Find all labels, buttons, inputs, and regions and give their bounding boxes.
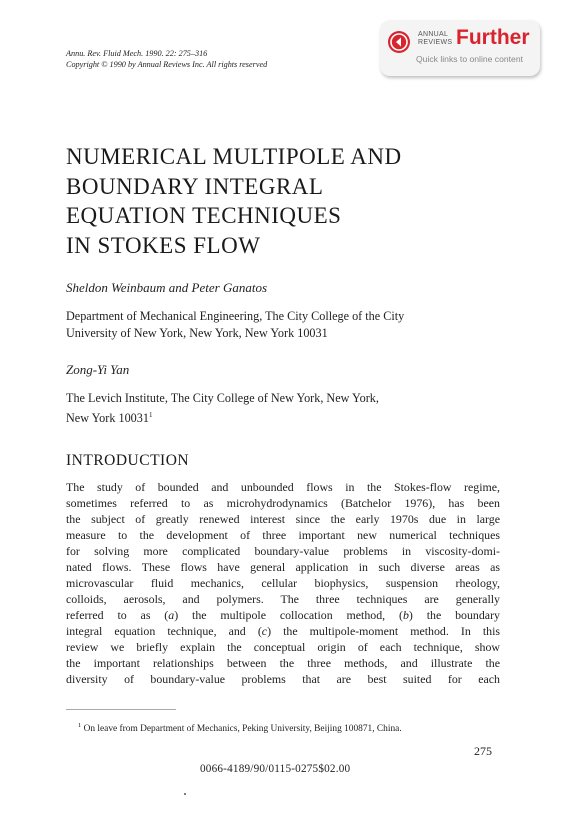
affiliation-text: New York 10031 <box>66 410 149 425</box>
body-line: nated flows. These flows have general application in such diverse areas as <box>66 560 500 574</box>
badge-subtitle: Quick links to online content <box>416 54 524 64</box>
badge-publisher-label <box>418 31 452 47</box>
page-number: 275 <box>474 744 492 758</box>
affiliation-line <box>66 407 379 427</box>
author-names-2: Zong-Yi Yan <box>66 362 130 377</box>
affiliation-line: University of New York, New York, New York 10031 <box>66 325 328 340</box>
title-line: EQUATION TECHNIQUES <box>66 203 342 228</box>
body-line: The study of bounded and unbounded flows in the Stokes-flow regime, <box>66 480 500 494</box>
body-line: diversity of boundary-value problems that are best suited for each <box>66 672 500 686</box>
footnote-mark: 1 <box>148 410 153 419</box>
affiliation-line: The Levich Institute, The City College of New York, New York, <box>66 391 379 405</box>
body-line: for solving more complicated boundary-value problems in viscosity-domi- <box>66 544 500 558</box>
article-code: 0066-4189/90/0115-0275$02.00 <box>200 763 351 775</box>
play-arrow-icon <box>388 31 410 53</box>
footnote <box>78 722 402 734</box>
badge-further-text: Further <box>456 26 530 49</box>
article-title <box>66 142 402 260</box>
affiliation-1 <box>66 308 404 341</box>
journal-citation <box>66 48 267 70</box>
author-names-1: Sheldon Weinbaum and Peter Ganatos <box>66 280 267 295</box>
badge-annual-text: ANNUAL <box>418 31 449 38</box>
body-line: sometimes referred to as microhydrodynamics (Batchelor 1976), has been <box>66 496 500 510</box>
annual-reviews-further-badge[interactable] <box>380 20 540 76</box>
footnote-divider <box>66 709 176 710</box>
title-line: NUMERICAL MULTIPOLE AND <box>66 144 402 169</box>
affiliation-line: Department of Mechanical Engineering, The City College of the City <box>66 309 405 323</box>
body-paragraph <box>66 479 500 687</box>
body-line: review we briefly explain the conceptual origin of each technique, show <box>66 640 500 654</box>
footnote-text: On leave from Department of Mechanics, Peking University, Beijing 100871, China. <box>83 724 402 735</box>
body-line: the subject of greatly renewed interest since the early 1970s due in large <box>66 512 500 526</box>
body-line: microvascular fluid mechanics, cellular biophysics, suspension rheology, <box>66 576 500 590</box>
title-line: IN STOKES FLOW <box>66 232 261 258</box>
title-line: BOUNDARY INTEGRAL <box>66 173 324 199</box>
body-line: referred to as (a) the multipole collocation method, (b) the boundary <box>66 608 500 622</box>
badge-reviews-text: REVIEWS <box>418 39 453 46</box>
citation-line-2: Copyright © 1990 by Annual Reviews Inc. All rights reserved <box>66 60 268 69</box>
body-line: the important relationships between the three methods, and illustrate the <box>66 656 500 670</box>
body-line: integral equation technique, and (c) the multipole-moment method. In this <box>66 624 500 638</box>
footnote-number: 1 <box>78 722 82 729</box>
section-heading: INTRODUCTION <box>66 452 190 469</box>
affiliation-2 <box>66 390 379 426</box>
body-line: colloids, aerosols, and polymers. The three techniques are generally <box>66 592 500 606</box>
body-line: measure to the development of three important new numerical techniques <box>66 528 500 542</box>
citation-line-1: Annu. Rev. Fluid Mech. 1990. 22: 275–316 <box>66 49 208 58</box>
scan-speck <box>184 793 186 795</box>
